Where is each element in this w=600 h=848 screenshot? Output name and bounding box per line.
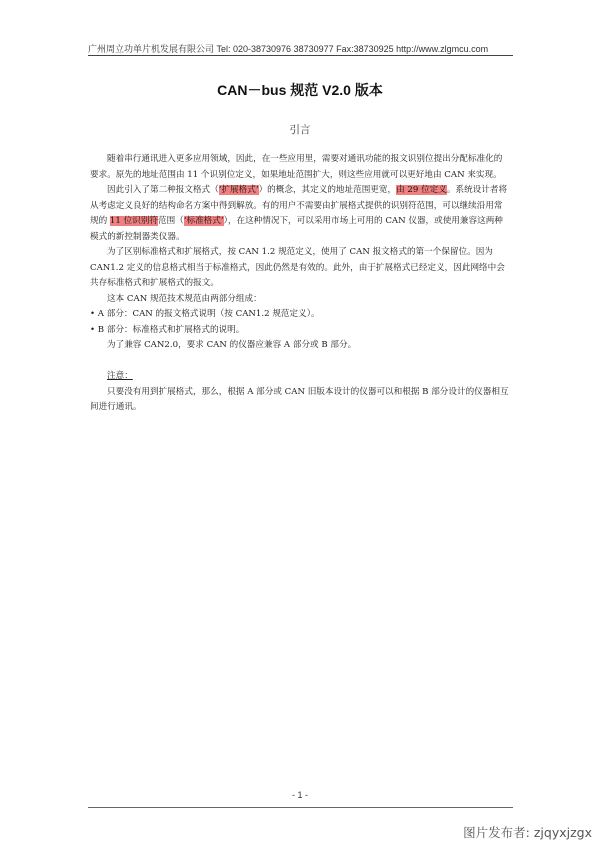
list-item-b: • B 部分：标准格式和扩展格式的说明。: [90, 324, 245, 335]
paragraph-2-text-e: ），在这种情况下，可以采用市场上可用的 CAN 仪器，或使用兼容这两种模式的新控制器类仪器。: [90, 216, 503, 242]
paragraph-3: 为了区别标准格式和扩展格式，按 CAN 1.2 规范定义，使用了 CAN 报文格式的第一个保留位。因为 CAN1.2 定义的信息格式相当于标准格式，因此仍然是有效的。此外，由于扩展格式已经定义，因此网络中会共存标准格式和扩展格式的报文。: [90, 247, 505, 288]
paragraph-5: 为了兼容 CAN2.0，要求 CAN 的仪器应兼容 A 部分或 B 部分。: [107, 340, 357, 350]
header-divider: [88, 55, 513, 56]
footer-divider: [88, 807, 513, 808]
highlight-extended-format: ‘扩展格式’: [218, 185, 259, 195]
page-number: - 1 -: [291, 790, 308, 800]
paragraph-2-text-b: ）的概念，其定义的地址范围更宽，: [258, 185, 397, 195]
section-heading: 引言: [289, 124, 311, 136]
highlight-29-bit: 由 29 位定义: [396, 185, 447, 195]
page-header: 广州周立功单片机发展有限公司 Tel: 020-38730976 38730977 Fax:38730925 http://www.zlgmcu.com: [88, 44, 489, 54]
paragraph-2-text-d: 范围（: [157, 216, 184, 226]
paragraph-2: [90, 183, 510, 245]
note-label: [90, 369, 510, 385]
publisher-watermark: 图片发布者: zjqyxjzgx: [463, 825, 592, 840]
paragraph-1: 随着串行通讯进入更多应用领域，因此，在一些应用里，需要对通讯功能的报文识别位提出分配标准化的要求。原先的地址范围由 11 个识别位定义，如果地址范围扩大，则这些应用就可以更好地由 CAN 来实现。: [90, 154, 503, 180]
paragraph-2-text-c: 。系统设计者将从考虑定义良好的结构命名方案中得到解放。有的用户不需要由扩展格式提供的识别符范围，可以继续沿用常规的: [90, 185, 508, 226]
document-body: [90, 152, 510, 416]
document-title: CAN－bus 规范 V2.0 版本: [217, 82, 383, 98]
highlight-standard-format: ‘标准格式’: [183, 216, 224, 226]
paragraph-2-text-a: 因此引入了第二种报文格式（: [107, 185, 219, 195]
list-item-a: • A 部分：CAN 的报文格式说明（按 CAN1.2 规范定义）。: [90, 309, 320, 319]
note-label-text: 注意：: [107, 371, 133, 381]
highlight-11-bit-identifier: 11 位识别符: [109, 216, 158, 226]
spacer: [90, 354, 510, 370]
paragraph-4: 这本 CAN 规范技术规范由两部分组成：: [107, 293, 262, 304]
note-text: 只要没有用到扩展格式，那么，根据 A 部分或 CAN 旧版本设计的仪器可以和根据 B 部分设计的仪器相互间进行通讯。: [90, 386, 509, 412]
